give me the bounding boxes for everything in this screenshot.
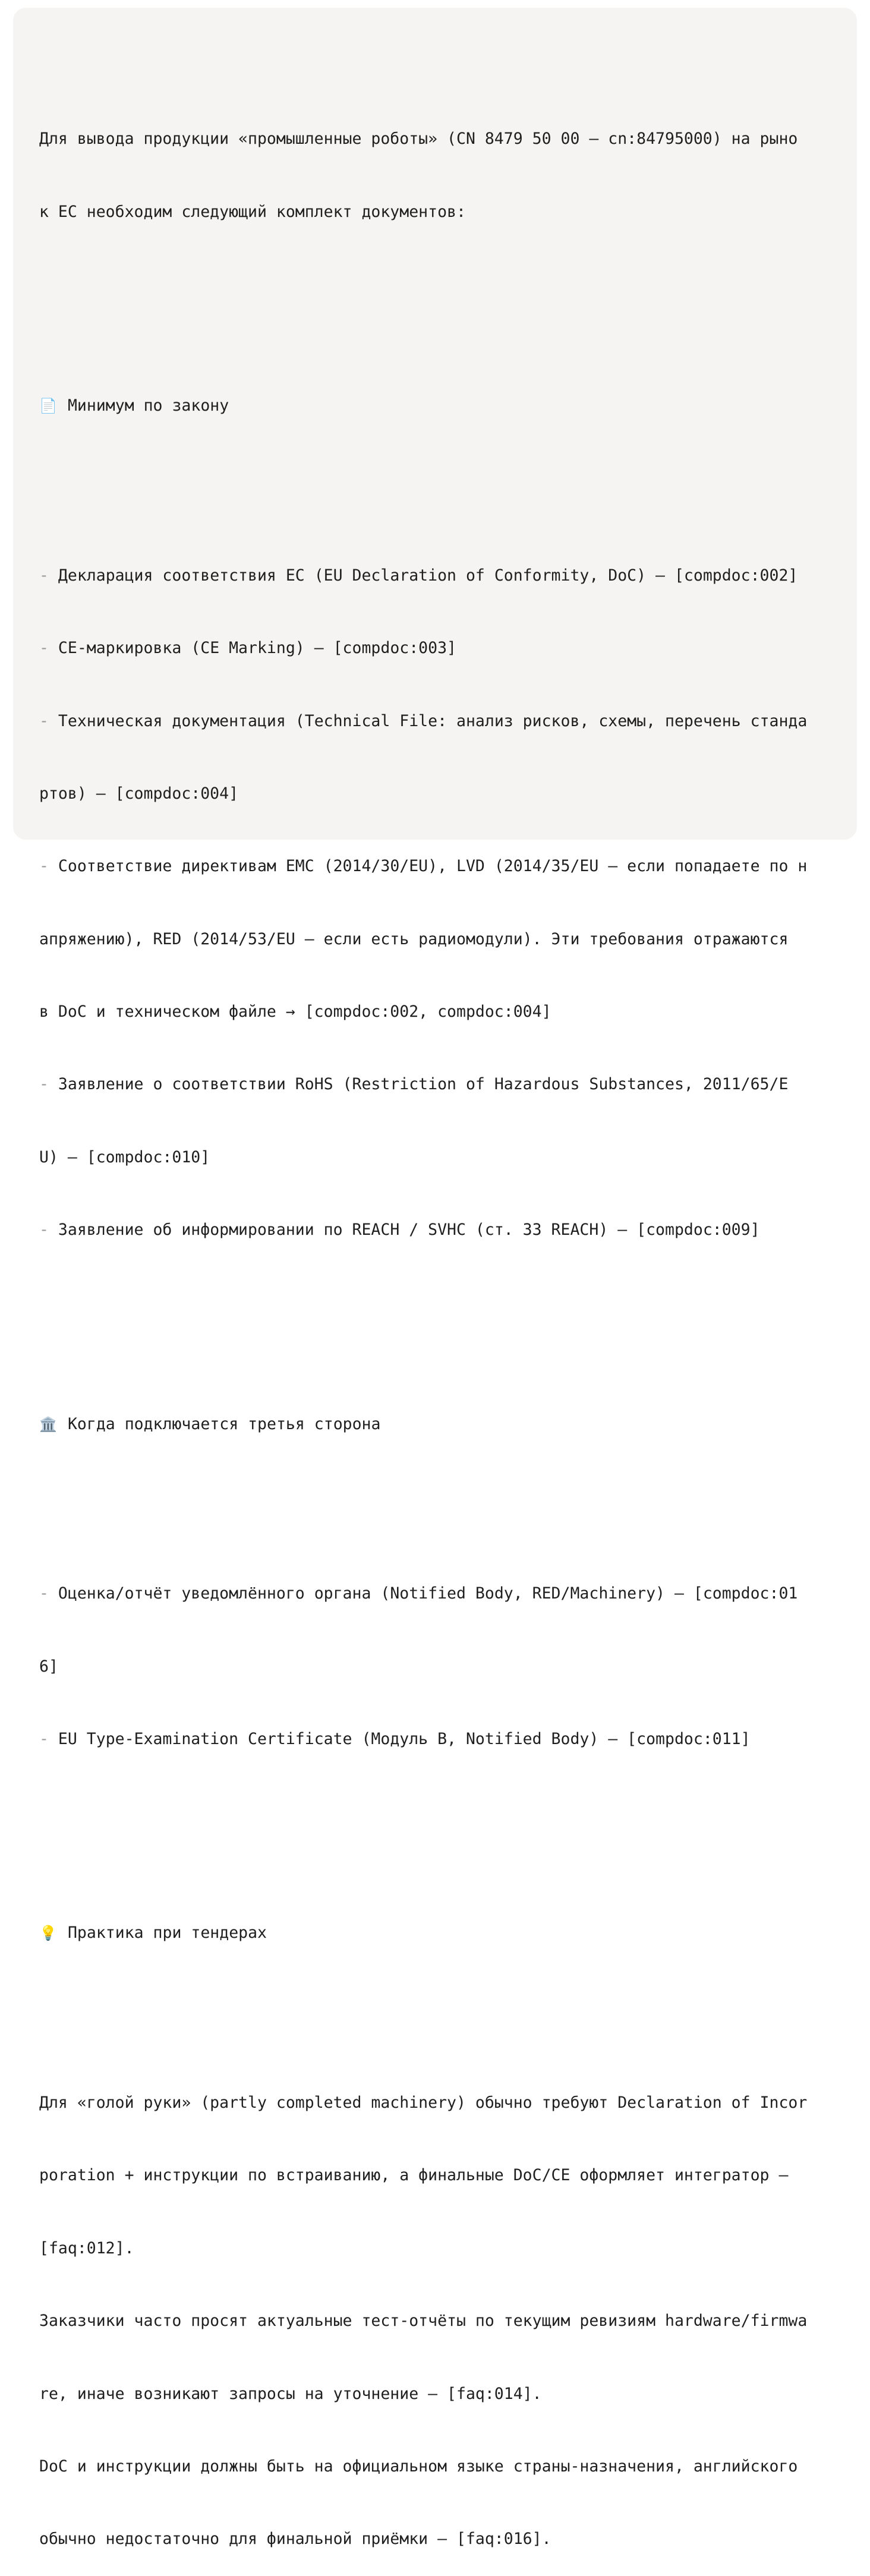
list-item-cont: 6]: [39, 1657, 58, 1676]
section-heading-min: [39, 394, 857, 418]
list-item: - CE-маркировка (CE Marking) — [compdoc:003]: [39, 639, 457, 658]
bullet-dash: -: [39, 1584, 58, 1603]
list-item: - Заявление об информировании по REACH / SVHC (ст. 33 REACH) — [compdoc:009]: [39, 1221, 760, 1240]
list-item: - EU Type-Examination Certificate (Модуль B, Notified Body) — [compdoc:011]: [39, 1729, 751, 1748]
list-item-cont: ртов) — [compdoc:004]: [39, 784, 239, 803]
list-item-cont: апряжению), RED (2014/53/EU — если есть радиомодули). Эти требования отражаются: [39, 929, 789, 948]
bullet-dash: -: [39, 1075, 58, 1094]
paragraph-line: Заказчики часто просят актуальные тест-отчёты по текущим ревизиям hardware/firmwa: [39, 2312, 808, 2331]
section-heading-tender: [39, 1921, 857, 1946]
bullet-dash: -: [39, 639, 58, 658]
bullet-dash: -: [39, 711, 58, 730]
paragraph-line: Для «голой руки» (partly completed machinery) обычно требуют Declaration of Incor: [39, 2093, 808, 2112]
list-item: - Декларация соответствия ЕС (EU Declaration of Conformity, DoC) — [compdoc:002]: [39, 566, 798, 585]
paragraph-line: poration + инструкции по встраиванию, а финальные DoC/CE оформляет интегратор —: [39, 2166, 789, 2185]
paragraph-line: re, иначе возникают запросы на уточнение — [faq:014].: [39, 2384, 542, 2403]
list-item-cont: в DoC и техническом файле → [compdoc:002, compdoc:004]: [39, 1002, 551, 1021]
list-item: - Соответствие директивам EMC (2014/30/EU), LVD (2014/35/EU — если попадаете по н: [39, 857, 808, 876]
paragraph-line: обычно недостаточно для финальной приёмки — [faq:016].: [39, 2530, 551, 2549]
paragraph-line: DoC и инструкции должны быть на официальном языке страны-назначения, английского: [39, 2457, 798, 2476]
bullet-dash: -: [39, 857, 58, 876]
message-card: [13, 8, 857, 2549]
bullet-dash: -: [39, 1221, 58, 1240]
section-title: Практика при тендерах: [67, 1924, 267, 1943]
list-item: - Заявление о соответствии RoHS (Restriction of Hazardous Substances, 2011/65/E: [39, 1075, 789, 1094]
document-icon: 📄: [39, 398, 57, 415]
bullet-dash: -: [39, 1729, 58, 1748]
intro-line: к ЕС необходим следующий комплект документов:: [39, 202, 466, 221]
paragraph-line: [faq:012].: [39, 2238, 134, 2257]
section-title: Когда подключается третья сторона: [67, 1414, 381, 1433]
intro-line: Для вывода продукции «промышленные роботы» (CN 8479 50 00 — cn:84795000) на рыно: [39, 130, 798, 149]
list-item: - Оценка/отчёт уведомлённого органа (Notified Body, RED/Machinery) — [compdoc:01: [39, 1584, 798, 1603]
bullet-dash: -: [39, 566, 58, 585]
institution-icon: 🏛️: [39, 1415, 57, 1433]
list-item-cont: U) — [compdoc:010]: [39, 1147, 210, 1166]
section-heading-third: [39, 1412, 857, 1437]
list-item: - Техническая документация (Technical File: анализ рисков, схемы, перечень станда: [39, 711, 808, 730]
lightbulb-icon: 💡: [39, 1925, 57, 1942]
section-title: Минимум по закону: [67, 396, 229, 415]
